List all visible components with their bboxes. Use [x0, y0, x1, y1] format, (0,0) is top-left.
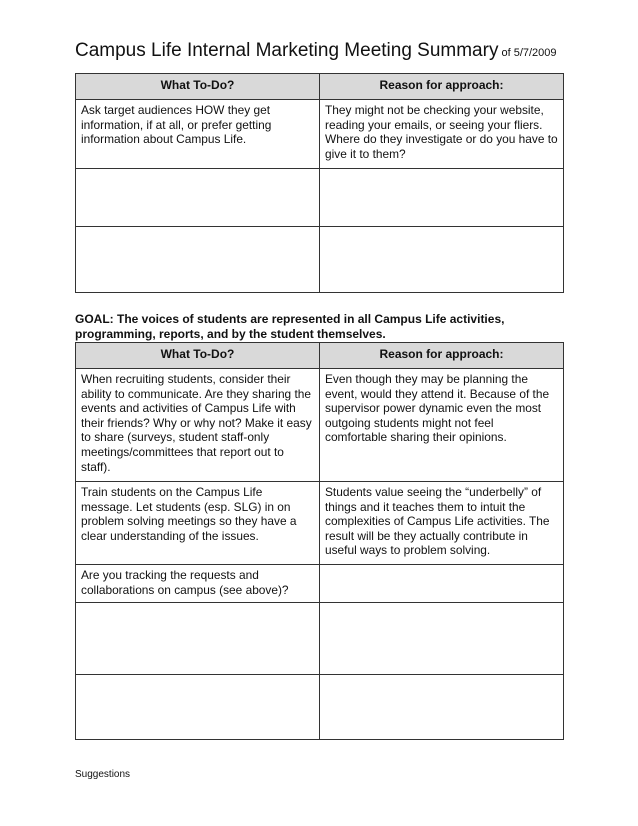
table2-cell-reason [320, 603, 564, 675]
table-row [76, 227, 564, 293]
table2-cell-todo: When recruiting students, consider their ability to communicate. Are they sharing the events and activities of Campus Life with their friends? Why or why not? Make it easy to share (surveys, student staff-only meetings/committees that report out to staff). [76, 369, 320, 482]
table-row [76, 169, 564, 227]
table-row [76, 100, 564, 169]
table2-cell-todo: Are you tracking the requests and collaborations on campus (see above)? [76, 565, 320, 603]
table2-cell-todo [76, 675, 320, 740]
table1-header-reason: Reason for approach: [320, 74, 564, 100]
table1-cell-reason: They might not be checking your website, reading your emails, or seeing your fliers. Where do they investigate or do you have to give it to them? [320, 100, 564, 169]
todo-table-1 [75, 73, 564, 293]
table2-header-reason: Reason for approach: [320, 343, 564, 369]
table2-cell-reason [320, 675, 564, 740]
document-header [75, 40, 557, 62]
table-row [76, 565, 564, 603]
table-row [76, 603, 564, 675]
table2-cell-reason: Even though they may be planning the event, would they attend it. Because of the supervisor power dynamic even the most outgoing students might not feel comfortable sharing their opinions. [320, 369, 564, 482]
goal-statement: GOAL: The voices of students are represented in all Campus Life activities, programming, reports, and by the student themselves. [75, 312, 505, 341]
table-row [76, 675, 564, 740]
table1-cell-reason [320, 169, 564, 227]
table1-header-todo: What To-Do? [76, 74, 320, 100]
page-title: Campus Life Internal Marketing Meeting Summary [75, 40, 499, 61]
table-row [76, 482, 564, 565]
table1-cell-reason [320, 227, 564, 293]
table1-cell-todo [76, 227, 320, 293]
table2-cell-todo: Train students on the Campus Life message. Let students (esp. SLG) in on problem solving meetings so they have a clear understanding of the issues. [76, 482, 320, 565]
footer-note: Suggestions [75, 769, 131, 780]
table2-header-todo: What To-Do? [76, 343, 320, 369]
table2-cell-reason [320, 565, 564, 603]
meeting-date: of 5/7/2009 [501, 47, 557, 59]
table2-cell-todo [76, 603, 320, 675]
table1-cell-todo [76, 169, 320, 227]
todo-table-2 [75, 342, 564, 740]
table2-cell-reason: Students value seeing the “underbelly” of things and it teaches them to intuit the complexities of Campus Life activities. The result will be they actually contribute in useful ways to problem solving. [320, 482, 564, 565]
table1-cell-todo: Ask target audiences HOW they get information, if at all, or prefer getting information about Campus Life. [76, 100, 320, 169]
table-row [76, 369, 564, 482]
